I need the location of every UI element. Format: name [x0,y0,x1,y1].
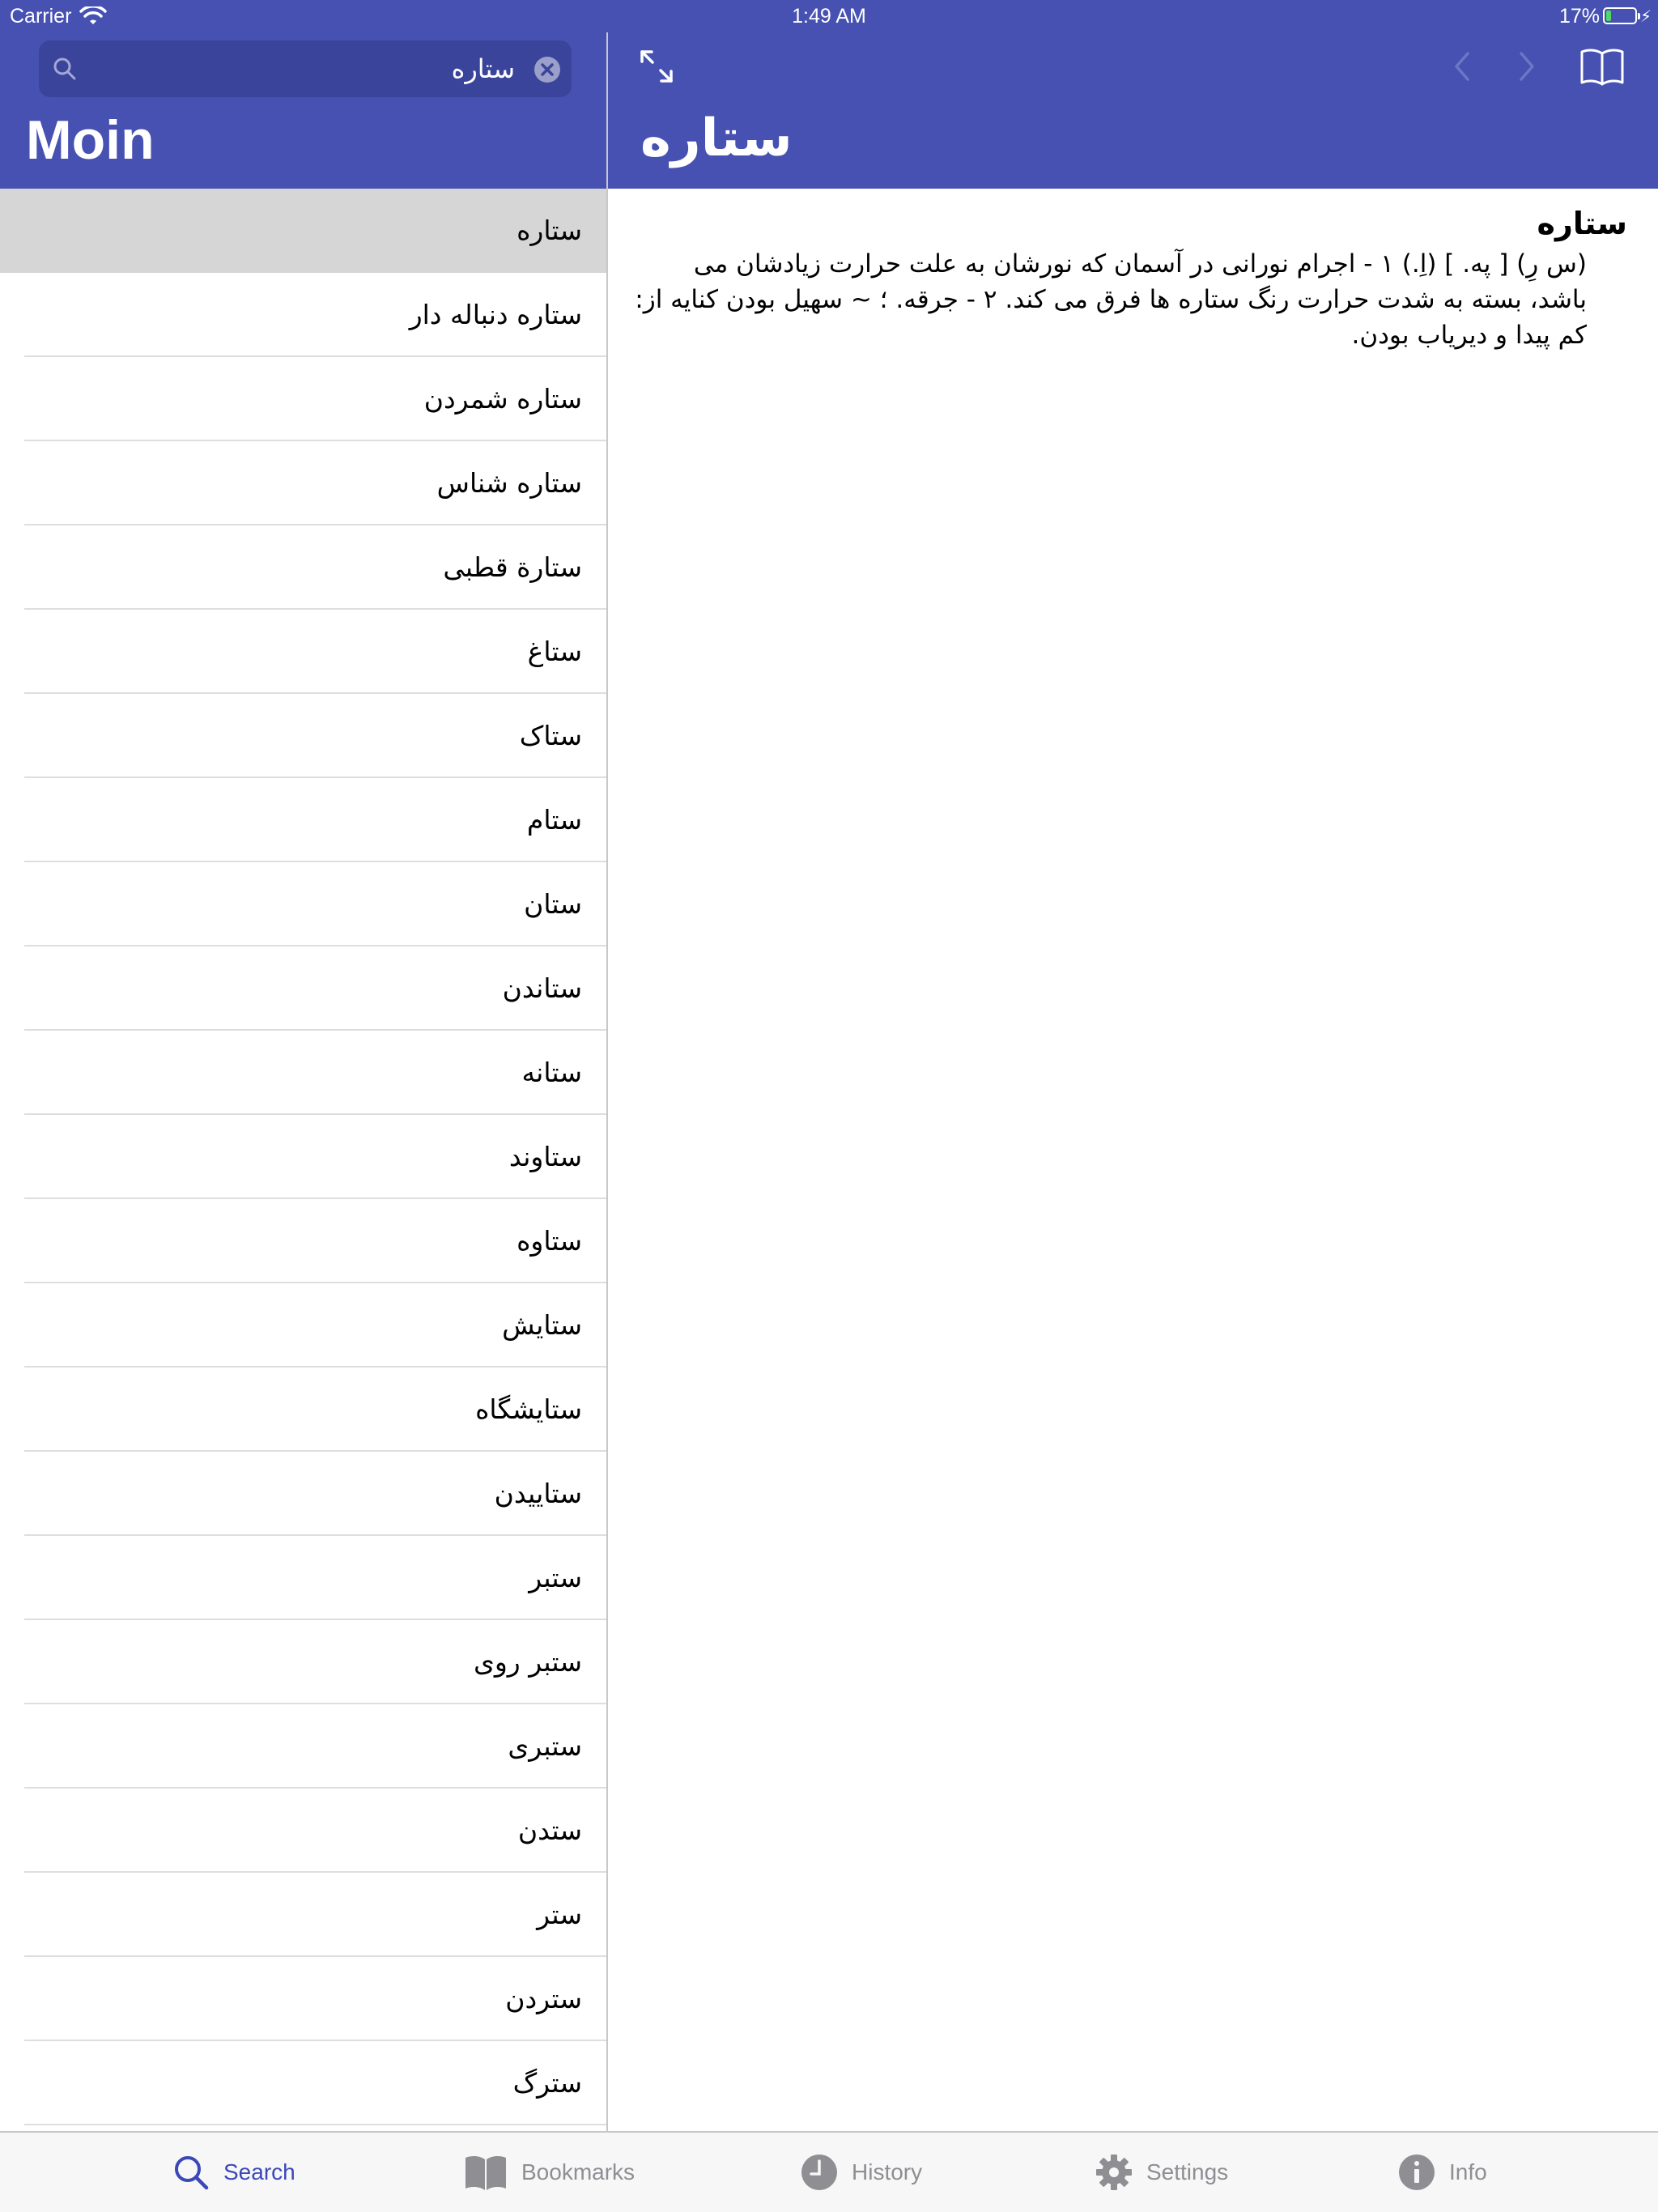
word-list-item-label: ستدن [517,1814,582,1846]
tab-label: Settings [1146,2159,1229,2184]
word-list [0,189,606,2131]
word-list-item-label: سترگ [512,2067,582,2099]
definition-text: (س رِ) [ په. ] (اِ.) ۱ - اجرام نورانی در آسمان که نورشان به علت حرارت زیادشان می باشد، بسته به شدت حرارت رنگ ستاره ها فرق می کند. ۲ - جرقه. ؛ ~ سهیل بودن کنایه از: کم پیدا و دیریاب بودن. [635,249,1587,350]
tab-bookmarks[interactable] [463,2133,635,2212]
tab-label: History [852,2159,923,2184]
search-bar [39,40,572,97]
word-list-item-label: ستاک [519,720,582,751]
word-list-item-label: ستردن [505,1983,582,2014]
word-list-item[interactable] [0,610,606,694]
battery-percent: 17% [1558,5,1600,28]
word-list-item-label: ستاییدن [494,1478,582,1509]
info-icon [1397,2153,1436,2192]
word-list-item[interactable] [0,1873,606,1957]
tab-label: Bookmarks [521,2159,636,2184]
definition-panel [631,201,1627,353]
word-list-item-label: ستایشگاه [475,1393,582,1425]
word-list-item-label: ستاره دنباله دار [409,299,582,330]
app-title: Moin [26,109,155,171]
word-list-item[interactable] [0,1452,606,1536]
battery-fill [1606,11,1611,21]
tab-label: Search [223,2159,295,2184]
back-chevron-icon[interactable] [1450,49,1474,84]
word-list-item-label: ستبر [529,1562,582,1593]
word-list-item[interactable] [0,189,606,273]
forward-chevron-icon[interactable] [1515,49,1539,84]
word-list-item-label: ستاره شناس [436,467,582,499]
status-bar [0,0,1658,32]
word-list-item[interactable] [0,1536,606,1620]
clear-search-icon[interactable] [534,57,560,83]
word-list-item[interactable] [0,1283,606,1368]
word-list-item[interactable] [0,357,606,441]
split-divider [606,32,608,2131]
word-list-item-label: ستاندن [502,972,582,1004]
word-list-item-label: ستبر روی [474,1646,582,1678]
tab-bar [0,2131,1658,2212]
word-list-item-label: ستبری [508,1730,582,1762]
word-list-item-label: ستر [537,1899,582,1930]
word-list-item[interactable] [0,946,606,1031]
word-list-item[interactable] [0,1704,606,1789]
word-list-item[interactable] [0,1115,606,1199]
row-separator [24,2124,606,2125]
word-list-item-label: ستام [526,804,582,836]
word-list-item-label: ستاوند [508,1141,582,1172]
word-list-item[interactable] [0,1957,606,2041]
word-list-item[interactable] [0,1789,606,1873]
word-list-item[interactable] [0,862,606,946]
word-list-item[interactable] [0,2041,606,2125]
magnifier-icon [172,2153,210,2192]
word-list-item[interactable] [0,1368,606,1452]
word-list-item[interactable] [0,778,606,862]
word-list-item-label: ستایش [502,1309,582,1341]
word-list-item-label: ستارة قطبی [443,551,582,583]
expand-icon[interactable] [639,49,674,84]
word-list-item[interactable] [0,1199,606,1283]
word-list-item[interactable] [0,1031,606,1115]
tab-label: Info [1449,2159,1487,2184]
word-list-item-label: ستاره شمردن [423,383,582,415]
open-book-icon [463,2153,508,2192]
word-list-item[interactable] [0,1620,606,1704]
gear-icon [1095,2153,1133,2192]
charging-bolt-icon: ⚡ [1639,6,1652,26]
word-list-item-label: ستاوه [517,1225,582,1257]
word-list-item[interactable] [0,273,606,357]
search-input[interactable] [96,49,515,89]
carrier-label: Carrier [10,5,72,28]
sidebar-header [0,32,607,189]
tab-settings[interactable] [1095,2133,1228,2212]
bookmark-book-icon[interactable] [1579,47,1625,86]
tab-info[interactable] [1397,2133,1487,2212]
detail-header [608,32,1658,189]
word-list-item-label: ستاغ [527,636,582,667]
tab-search[interactable] [172,2133,295,2212]
clock-icon [800,2153,839,2192]
word-list-item[interactable] [0,694,606,778]
definition-headword: ستاره [1537,206,1627,241]
search-icon [52,56,78,82]
word-list-item-label: ستاره [517,215,582,246]
word-list-item[interactable] [0,525,606,610]
tab-history[interactable] [800,2133,922,2212]
word-list-item[interactable] [0,441,606,525]
battery-icon [1603,7,1637,24]
detail-title: ستاره [640,108,793,168]
word-list-item-label: ستانه [521,1057,582,1088]
word-list-item-label: ستان [524,888,582,920]
status-time: 1:49 AM [792,5,866,28]
